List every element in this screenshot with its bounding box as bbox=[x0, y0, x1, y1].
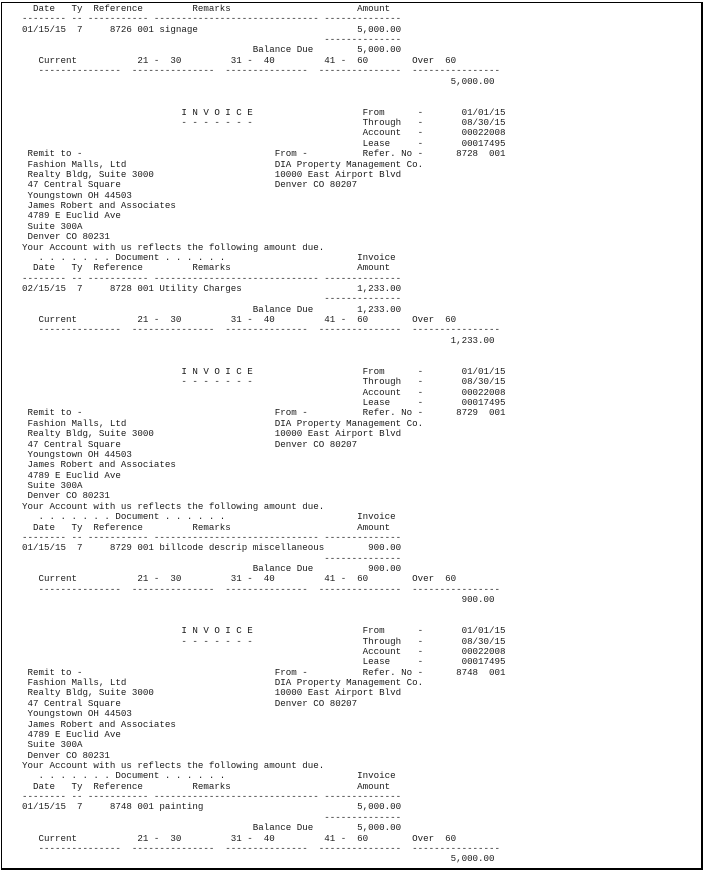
address-line: Fashion Malls, Ltd DIA Property Management Co. bbox=[22, 158, 424, 170]
column-headers: Date Ty Reference Remarks Amount bbox=[22, 262, 391, 274]
document-group-header: . . . . . . . Document . . . . . . Invoice bbox=[22, 251, 396, 263]
aging-header: Current 21 - 30 31 - 40 41 - 60 Over 60 bbox=[22, 832, 457, 844]
address-line: Denver CO 80231 bbox=[22, 490, 110, 502]
balance-due-row: Balance Due 900.00 bbox=[22, 562, 402, 574]
address-line: Youngstown OH 44503 bbox=[22, 189, 132, 201]
column-headers: Date Ty Reference Remarks Amount bbox=[22, 780, 391, 792]
address-line: Realty Bldg, Suite 3000 10000 East Airport Blvd bbox=[22, 687, 402, 699]
address-line: 47 Central Square Denver CO 80207 bbox=[22, 179, 358, 191]
column-rule: -------- -- ----------- ------------------------------ -------------- bbox=[22, 531, 402, 543]
document-group-header: . . . . . . . Document . . . . . . Invoice bbox=[22, 511, 396, 523]
column-rule: -------- -- ----------- ------------------------------ -------------- bbox=[22, 13, 402, 25]
column-rule: -------- -- ----------- ------------------------------ -------------- bbox=[22, 272, 402, 284]
aging-header: Current 21 - 30 31 - 40 41 - 60 Over 60 bbox=[22, 54, 457, 66]
address-line: James Robert and Associates bbox=[22, 200, 176, 212]
aging-rule: --------------- --------------- --------------- --------------- ---------------- bbox=[22, 65, 501, 77]
address-line: 4789 E Euclid Ave bbox=[22, 728, 121, 740]
address-line: 47 Central Square Denver CO 80207 bbox=[22, 438, 358, 450]
address-line: James Robert and Associates bbox=[22, 459, 176, 471]
address-line: Suite 300A bbox=[22, 739, 83, 751]
address-line: Denver CO 80231 bbox=[22, 749, 110, 761]
remit-from-row: Remit to - From - Refer. No - 8728 001 bbox=[22, 148, 506, 160]
address-line: Fashion Malls, Ltd DIA Property Management Co. bbox=[22, 417, 424, 429]
invoice-title-underline: - - - - - - - Through - 08/30/15 bbox=[22, 635, 506, 647]
account-notice: Your Account with us reflects the following amount due. bbox=[22, 760, 325, 771]
amount-rule: -------------- bbox=[22, 811, 402, 823]
account-notice: Your Account with us reflects the following amount due. bbox=[22, 241, 325, 253]
lease-row: Lease - 00017495 bbox=[22, 656, 506, 668]
column-headers: Date Ty Reference Remarks Amount bbox=[22, 521, 391, 533]
account-row: Account - 00022008 bbox=[22, 645, 506, 657]
aging-header: Current 21 - 30 31 - 40 41 - 60 Over 60 bbox=[22, 573, 457, 585]
remit-from-row: Remit to - From - Refer. No - 8748 001 bbox=[22, 666, 506, 678]
column-rule: -------- -- ----------- ------------------------------ -------------- bbox=[22, 791, 402, 803]
line-item-row: 02/15/15 7 8728 001 Utility Charges 1,233.00 bbox=[22, 282, 402, 294]
aging-total: 5,000.00 bbox=[22, 75, 495, 87]
line-item-row: 01/15/15 7 8748 001 painting 5,000.00 bbox=[22, 801, 402, 813]
invoice-title: I N V O I C E From - 01/01/15 bbox=[22, 106, 506, 118]
invoice-title: I N V O I C E From - 01/01/15 bbox=[22, 365, 506, 377]
balance-due-row: Balance Due 5,000.00 bbox=[22, 44, 402, 56]
address-line: Realty Bldg, Suite 3000 10000 East Airport Blvd bbox=[22, 428, 402, 440]
column-headers: Date Ty Reference Remarks Amount bbox=[22, 3, 391, 14]
account-row: Account - 00022008 bbox=[22, 386, 506, 398]
balance-due-row: Balance Due 1,233.00 bbox=[22, 303, 402, 315]
address-line: 47 Central Square Denver CO 80207 bbox=[22, 697, 358, 709]
address-line: Fashion Malls, Ltd DIA Property Management Co. bbox=[22, 677, 424, 689]
line-item-row: 01/15/15 7 8729 001 billcode descrip miscellaneous 900.00 bbox=[22, 542, 402, 554]
aging-header: Current 21 - 30 31 - 40 41 - 60 Over 60 bbox=[22, 314, 457, 326]
aging-total: 5,000.00 bbox=[22, 853, 495, 865]
address-line: Realty Bldg, Suite 3000 10000 East Airport Blvd bbox=[22, 168, 402, 180]
amount-rule: -------------- bbox=[22, 552, 402, 564]
address-line: James Robert and Associates bbox=[22, 718, 176, 730]
remit-from-row: Remit to - From - Refer. No - 8729 001 bbox=[22, 407, 506, 419]
account-notice: Your Account with us reflects the following amount due. bbox=[22, 500, 325, 512]
lease-row: Lease - 00017495 bbox=[22, 137, 506, 149]
aging-rule: --------------- --------------- --------------- --------------- ---------------- bbox=[22, 583, 501, 595]
line-item-row: 01/15/15 7 8726 001 signage 5,000.00 bbox=[22, 23, 402, 35]
amount-rule: -------------- bbox=[22, 293, 402, 305]
address-line: Youngstown OH 44503 bbox=[22, 708, 132, 720]
aging-rule: --------------- --------------- --------------- --------------- ---------------- bbox=[22, 842, 501, 854]
aging-rule: --------------- --------------- --------------- --------------- ---------------- bbox=[22, 324, 501, 336]
balance-due-row: Balance Due 5,000.00 bbox=[22, 822, 402, 834]
amount-rule: -------------- bbox=[22, 34, 402, 46]
invoice-title: I N V O I C E From - 01/01/15 bbox=[22, 625, 506, 637]
account-row: Account - 00022008 bbox=[22, 127, 506, 139]
address-line: 4789 E Euclid Ave bbox=[22, 469, 121, 481]
document-group-header: . . . . . . . Document . . . . . . Invoice bbox=[22, 770, 396, 782]
lease-row: Lease - 00017495 bbox=[22, 397, 506, 409]
invoice-title-underline: - - - - - - - Through - 08/30/15 bbox=[22, 376, 506, 388]
aging-total: 900.00 bbox=[22, 594, 495, 606]
address-line: Suite 300A bbox=[22, 480, 83, 492]
address-line: Youngstown OH 44503 bbox=[22, 448, 132, 460]
address-line: Suite 300A bbox=[22, 220, 83, 232]
address-line: Denver CO 80231 bbox=[22, 231, 110, 243]
aging-total: 1,233.00 bbox=[22, 334, 495, 346]
address-line: 4789 E Euclid Ave bbox=[22, 210, 121, 222]
invoice-title-underline: - - - - - - - Through - 08/30/15 bbox=[22, 117, 506, 129]
